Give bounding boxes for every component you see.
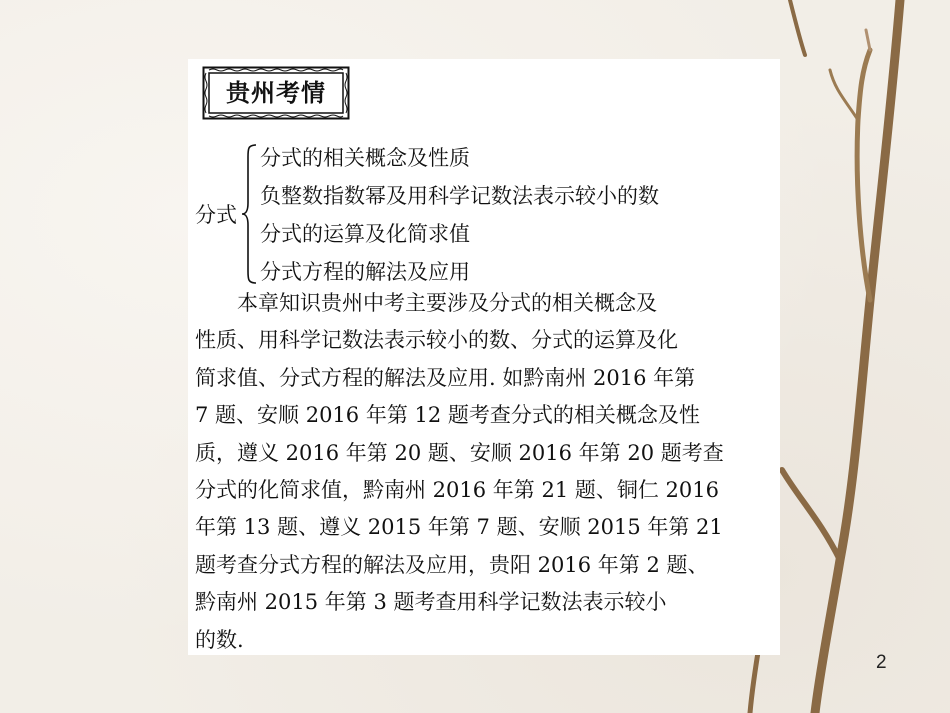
paragraph-line: 黔南州 2015 年第 3 题考查用科学记数法表示较小	[195, 590, 667, 615]
paragraph-line: 质，遵义 2016 年第 20 题、安顺 2016 年第 20 题考查	[195, 440, 724, 465]
tree-items	[260, 139, 659, 291]
paragraph-line: 的数.	[195, 627, 244, 652]
paragraph-line: 题考查分式方程的解法及应用，贵阳 2016 年第 2 题、	[195, 552, 709, 577]
page-number: 2	[876, 652, 887, 673]
paragraph-line: 年第 13 题、遵义 2015 年第 7 题、安顺 2015 年第 21	[195, 515, 723, 540]
tree-root-label: 分式	[195, 203, 237, 227]
curly-brace	[240, 143, 260, 285]
paragraph-line: 性质、用科学记数法表示较小的数、分式的运算及化	[195, 328, 678, 353]
tree-item: 分式的相关概念及性质	[260, 146, 470, 170]
tree-item: 分式方程的解法及应用	[260, 260, 470, 284]
tree-item: 负整数指数幂及用科学记数法表示较小的数	[260, 184, 659, 208]
exam-summary-paragraph	[195, 285, 775, 659]
section-title: 贵州考情	[226, 79, 326, 107]
paragraph-line: 本章知识贵州中考主要涉及分式的相关概念及	[195, 291, 657, 315]
tree-item: 分式的运算及化简求值	[260, 222, 470, 246]
section-title-box	[202, 66, 350, 120]
paragraph-line: 7 题、安顺 2016 年第 12 题考查分式的相关概念及性	[195, 403, 700, 428]
paragraph-line: 分式的化简求值，黔南州 2016 年第 21 题、铜仁 2016	[195, 477, 719, 502]
paragraph-line: 简求值、分式方程的解法及应用. 如黔南州 2016 年第	[195, 365, 696, 390]
content-card	[188, 59, 780, 655]
